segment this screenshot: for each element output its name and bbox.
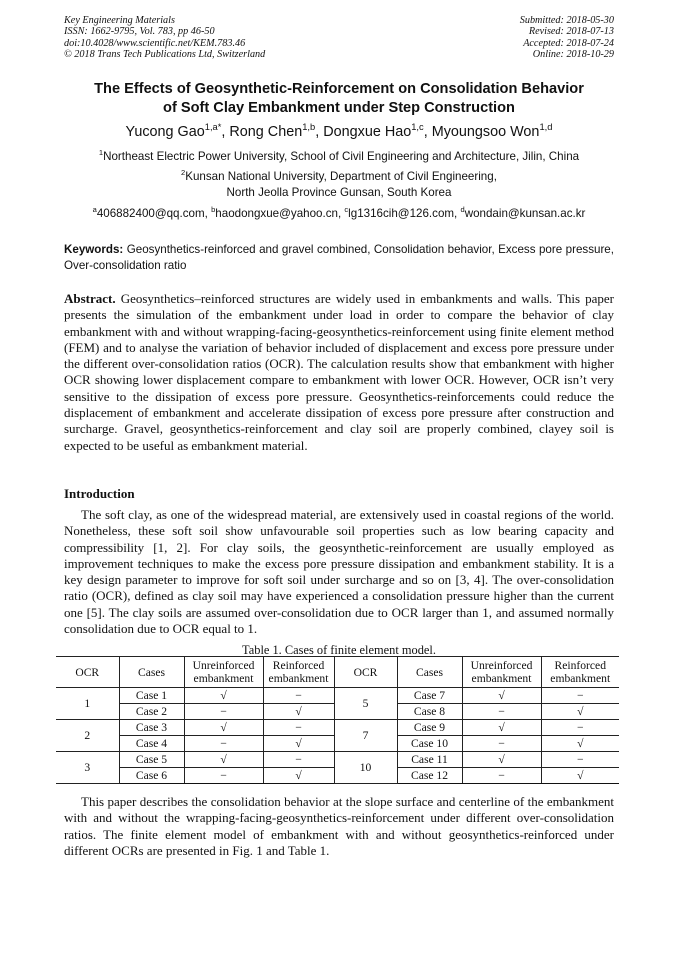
ocr-cell: 7 — [334, 720, 397, 752]
case-cell: Case 12 — [397, 768, 462, 784]
ocr-cell: 3 — [56, 752, 119, 784]
reinforced-cell: √ — [263, 704, 334, 720]
title-line-1: The Effects of Geosynthetic-Reinforcement on Consolidation Behavior — [94, 81, 584, 97]
author-list: Yucong Gao$^{1,a*}$, Rong Chen$^{1,b}$, Dongxue Hao$^{1,c}$, Myoungsoo Won$^{1,d}$ — [125, 122, 553, 140]
reinforced-cell: − — [541, 720, 619, 736]
reinforced-cell: − — [263, 720, 334, 736]
abstract-label: Abstract. — [64, 291, 116, 306]
affiliation-1 — [48, 149, 630, 165]
section-heading: Introduction — [64, 486, 135, 501]
table-header-row — [56, 657, 619, 688]
affiliation-text: Kunsan National University, Department of Civil Engineering, — [185, 170, 497, 183]
issn-line: ISSN: 1662-9795, Vol. 783, pp 46-50 — [64, 26, 215, 38]
author-name: Rong Chen — [229, 124, 303, 140]
email-mark: c — [344, 205, 349, 215]
email-link[interactable]: lg1316cih@126.com — [348, 207, 455, 220]
unreinforced-header: Unreinforced embankment — [184, 657, 263, 688]
unreinforced-cell: − — [462, 768, 541, 784]
table-caption: Table 1. Cases of finite element model. — [242, 643, 436, 657]
copyright-line: © 2018 Trans Tech Publications Ltd, Switzerland — [64, 48, 266, 60]
author-affiliation-mark: 1,a* — [204, 122, 222, 133]
author-name: Dongxue Hao — [323, 124, 412, 140]
email-list: $^a$406882400@qq.com, $^b$haodongxue@yahoo.cn, $^c$lg1316cih@126.com, $^d$wondain@kunsan.ac.kr — [92, 205, 586, 220]
abstract-text: Geosynthetics–reinforced structures are widely used in embankments and walls. This paper presents the simulation of the embankment under load in order to compare the behavior of clay embankment with and without wrapping-facing-geosynthetics-reinforcement using finite element method (FEM) and to analyse the variation of behavior included of displacement and excess pore pressure under the different over-consolidation ratios (OCR). The calculation results show that embankment with higher OCR showing lower displacement compare to embankment with lower OCR. However, OCR isn’t very sensitive to the dissipation of excess pore pressure. Geosynthetics-reinforcements could reduce the displacement of embankment and accelerate dissipation of excess pore pressure after construction and surcharge. Gravel, geosynthetics-reinforcement and clay soil are properly combined, clayey soil is expected to be useful as embankment material. — [64, 291, 614, 453]
journal-name: Key Engineering Materials — [64, 15, 175, 26]
reinforced-cell: − — [541, 752, 619, 768]
case-cell: Case 1 — [119, 688, 184, 704]
ocr-header: OCR — [56, 657, 119, 688]
unreinforced-cell: √ — [462, 752, 541, 768]
keywords-label: Keywords: — [64, 243, 124, 256]
title-line-2: of Soft Clay Embankment under Step Construction — [163, 100, 515, 116]
author-name: Yucong Gao — [125, 124, 205, 140]
reinforced-cell: √ — [541, 768, 619, 784]
affiliation-mark: 2 — [181, 168, 186, 178]
ocr-cell: 10 — [334, 752, 397, 784]
email-link[interactable]: wondain@kunsan.ac.kr — [464, 207, 586, 220]
email-mark: a — [92, 205, 97, 215]
ocr-cell: 5 — [334, 688, 397, 720]
abstract — [64, 291, 614, 454]
case-cell: Case 10 — [397, 736, 462, 752]
unreinforced-cell: √ — [462, 720, 541, 736]
unreinforced-cell: − — [184, 768, 263, 784]
case-cell: Case 8 — [397, 704, 462, 720]
unreinforced-cell: √ — [462, 688, 541, 704]
unreinforced-cell: − — [184, 704, 263, 720]
reinforced-cell: √ — [541, 736, 619, 752]
email-link[interactable]: 406882400@qq.com — [96, 207, 205, 220]
affiliation-text: North Jeolla Province Gunsan, South Korea — [226, 186, 452, 199]
unreinforced-header: Unreinforced embankment — [462, 657, 541, 688]
affiliation-mark: 1 — [98, 148, 104, 158]
email-mark: b — [211, 205, 216, 215]
ocr-cell: 2 — [56, 720, 119, 752]
reinforced-header: Reinforced embankment — [541, 657, 619, 688]
reinforced-cell: √ — [263, 736, 334, 752]
case-cell: Case 11 — [397, 752, 462, 768]
unreinforced-cell: √ — [184, 752, 263, 768]
author-affiliation-mark: 1,c — [411, 122, 424, 133]
reinforced-cell: √ — [263, 768, 334, 784]
case-cell: Case 9 — [397, 720, 462, 736]
case-cell: Case 7 — [397, 688, 462, 704]
cases-header: Cases — [119, 657, 184, 688]
cases-table — [56, 656, 619, 784]
table-row — [56, 720, 619, 736]
paper-title — [48, 80, 630, 118]
submitted-date: Submitted: 2018-05-30 — [519, 15, 614, 26]
reinforced-header: Reinforced embankment — [263, 657, 334, 688]
author-affiliation-mark: 1,b — [302, 122, 316, 133]
case-cell: Case 4 — [119, 736, 184, 752]
revised-date: Revised: 2018-07-13 — [528, 26, 614, 38]
unreinforced-cell: √ — [184, 688, 263, 704]
case-cell: Case 5 — [119, 752, 184, 768]
reinforced-cell: √ — [541, 704, 619, 720]
unreinforced-cell: − — [184, 736, 263, 752]
table-row — [56, 752, 619, 768]
journal-info — [64, 15, 265, 60]
intro-paragraph-1: The soft clay, as one of the widespread material, are extensively used in coastal regions of the world. Nonetheless, these soft soil show unfavourable soil properties such as low bearing capacity and compressibility [1, 2]. For clay soils, the geosynthetic-reinforcement are usually employed as improvement techniques to make the excess pore pressure dissipation and embankment stability. It is a key design parameter to improve for soft soil under surcharge and so on [3, 4]. The over-consolidation ratio (OCR), defined as clay soil may have experienced a consolidation pressure higher than the current one [5]. The clay soils are assumed over-consolidation due to OCR larger than 1, and assumed normally consolidation due to OCR equal to 1. — [64, 507, 614, 637]
case-cell: Case 2 — [119, 704, 184, 720]
online-date: Online: 2018-10-29 — [532, 48, 614, 60]
reinforced-cell: − — [263, 688, 334, 704]
author-affiliation-mark: 1,d — [539, 122, 553, 133]
case-cell: Case 6 — [119, 768, 184, 784]
cases-header: Cases — [397, 657, 462, 688]
case-cell: Case 3 — [119, 720, 184, 736]
publication-dates — [520, 15, 614, 60]
unreinforced-cell: − — [462, 736, 541, 752]
unreinforced-cell: √ — [184, 720, 263, 736]
affiliation-text: Northeast Electric Power University, School of Civil Engineering and Architecture, Jilin, China — [103, 150, 580, 163]
author-name: Myoungsoo Won — [431, 124, 540, 140]
affiliation-2 — [48, 169, 630, 201]
email-link[interactable]: haodongxue@yahoo.cn — [215, 207, 338, 220]
reinforced-cell: − — [541, 688, 619, 704]
reinforced-cell: − — [263, 752, 334, 768]
ocr-cell: 1 — [56, 688, 119, 720]
unreinforced-cell: − — [462, 704, 541, 720]
email-mark: d — [460, 205, 465, 215]
keywords — [64, 242, 614, 274]
accepted-date: Accepted: 2018-07-24 — [523, 37, 614, 49]
table-row — [56, 688, 619, 704]
intro-paragraph-2: This paper describes the consolidation behavior at the slope surface and centerline of the embankment with and without the wrapping-facing-geosynthetics-reinforcement under different over-consolidation ratios. The finite element model of embankment with and without geosynthetics-reinforced under different OCRs are presented in Fig. 1 and Table 1. — [64, 794, 614, 858]
keywords-text: Geosynthetics-reinforced and gravel combined, Consolidation behavior, Excess pore pressure, Over-consolidation ratio — [64, 243, 614, 272]
doi-line: doi:10.4028/www.scientific.net/KEM.783.46 — [64, 37, 246, 49]
ocr-header: OCR — [334, 657, 397, 688]
